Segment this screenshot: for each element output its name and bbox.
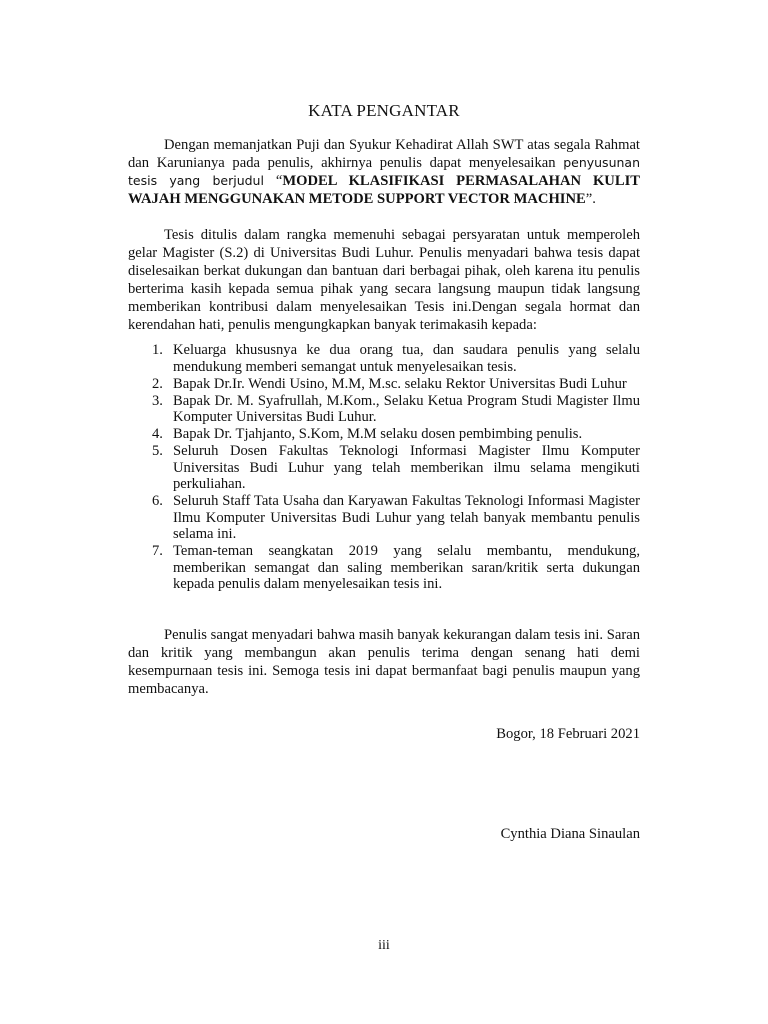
list-item <box>128 393 640 426</box>
list-item <box>128 543 640 593</box>
signer-name: Cynthia Diana Sinaulan <box>500 826 640 842</box>
document-page <box>128 0 640 1024</box>
list-item-text: Bapak Dr. M. Syafrullah, M.Kom., Selaku Ketua Program Studi Magister Ilmu Komputer Universitas Budi Luhur. <box>173 392 640 425</box>
list-item <box>128 342 640 375</box>
list-item <box>128 376 640 393</box>
list-item-text: Bapak Dr. Tjahjanto, S.Kom, M.M selaku dosen pembimbing penulis. <box>173 426 583 442</box>
opening-text-sans: penyusunan tesis yang berjudul <box>128 155 640 188</box>
page-title: KATA PENGANTAR <box>308 101 460 120</box>
list-item-number: 7. <box>152 543 163 559</box>
list-item-text: Keluarga khususnya ke dua orang tua, dan saudara penulis yang selalu mendukung memberi semangat untuk menyelesaikan tesis. <box>173 342 640 375</box>
opening-paragraph <box>128 136 640 208</box>
list-item-number: 2. <box>152 375 163 392</box>
list-item <box>128 493 640 543</box>
list-item-text: Bapak Dr.Ir. Wendi Usino, M.M, M.sc. selaku Rektor Universitas Budi Luhur <box>173 375 627 392</box>
list-item-text: Teman-teman seangkatan 2019 yang selalu membantu, mendukung, memberikan semangat dan saling memberikan saran/kritik serta dukungan kepada penulis dalam menyelesaikan tesis ini. <box>173 543 640 592</box>
list-item-number: 1. <box>152 342 163 358</box>
opening-text: Dengan memanjatkan Puji dan Syukur Kehadirat Allah SWT atas segala Rahmat dan Karunianya pada penulis, akhirnya penulis dapat menyelesaikan <box>128 137 640 171</box>
quote-close: ”. <box>585 191 596 207</box>
list-item-text: Seluruh Staff Tata Usaha dan Karyawan Fakultas Teknologi Informasi Magister Ilmu Komputer Universitas Budi Luhur yang telah banyak membantu penulis selama ini. <box>173 493 640 542</box>
list-item-text: Seluruh Dosen Fakultas Teknologi Informasi Magister Ilmu Komputer Universitas Budi Luhur yang telah memberikan ilmu selama mengikuti perkuliahan. <box>173 443 640 492</box>
list-item-number: 4. <box>152 426 163 442</box>
list-item <box>128 426 640 443</box>
thesis-title: MODEL KLASIFIKASI PERMASALAHAN KULIT WAJAH MENGGUNAKAN METODE SUPPORT VECTOR MACHINE <box>128 173 640 207</box>
purpose-paragraph: Tesis ditulis dalam rangka memenuhi sebagai persyaratan untuk memperoleh gelar Magister (S.2) di Universitas Budi Luhur. Penulis menyadari bahwa tesis dapat diselesaikan berkat dukungan dan bantuan dari berbagai pihak, oleh karena itu penulis berterima kasih kepada semua pihak yang secara langsung maupun tidak langsung memberikan kontribusi dalam menyelesaikan Tesis ini.Dengan segala hormat dan kerendahan hati, penulis mengungkapkan banyak terimakasih kepada: <box>128 227 640 333</box>
list-item-number: 6. <box>152 493 163 509</box>
closing-paragraph: Penulis sangat menyadari bahwa masih banyak kekurangan dalam tesis ini. Saran dan kritik yang membangun akan penulis terima dengan senang hati demi kesempurnaan tesis ini. Semoga tesis ini dapat bermanfaat bagi penulis maupun yang membacanya. <box>128 627 640 697</box>
page-number: iii <box>378 938 390 953</box>
acknowledgement-list <box>128 342 640 593</box>
quote-open: “ <box>263 173 283 189</box>
list-item <box>128 443 640 493</box>
list-item-number: 5. <box>152 443 163 459</box>
list-item-number: 3. <box>152 392 163 409</box>
place-date: Bogor, 18 Februari 2021 <box>496 726 640 742</box>
